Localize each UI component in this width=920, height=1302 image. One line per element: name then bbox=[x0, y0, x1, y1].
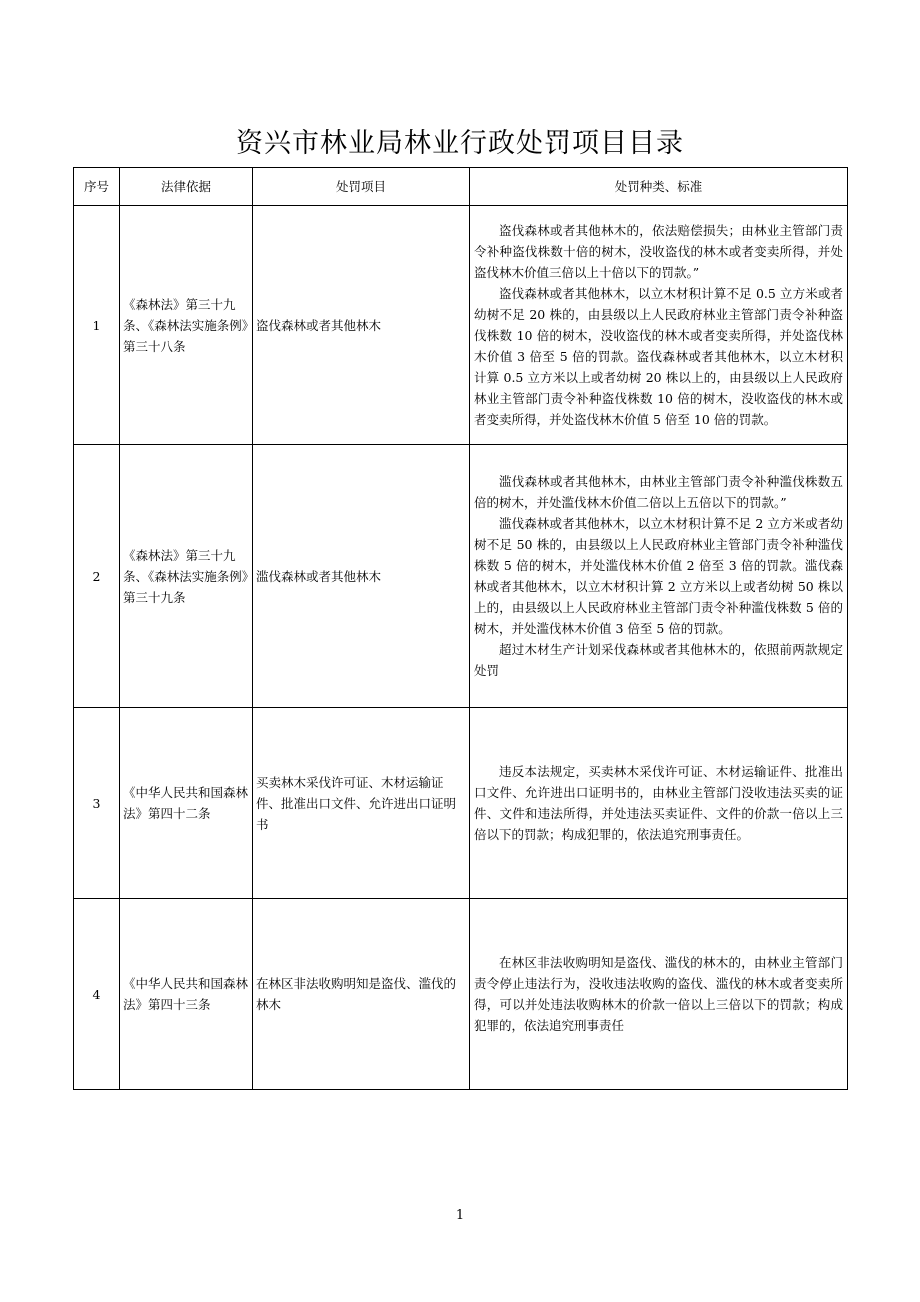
row-number: 4 bbox=[74, 899, 120, 1090]
penalty-standard bbox=[470, 708, 848, 899]
table-row bbox=[74, 206, 848, 445]
penalty-item: 盗伐森林或者其他林木 bbox=[253, 206, 470, 445]
table-row bbox=[74, 445, 848, 708]
header-law: 法律依据 bbox=[120, 168, 253, 206]
header-no: 序号 bbox=[74, 168, 120, 206]
legal-basis: 《中华人民共和国森林法》第四十三条 bbox=[120, 899, 253, 1090]
header-item: 处罚项目 bbox=[253, 168, 470, 206]
standard-paragraph: 盗伐森林或者其他林木，以立木材积计算不足 0.5 立方米或者幼树不足 20 株的，由县级以上人民政府林业主管部门责令补种盗伐株数 10 倍的树木，没收盗伐的林木或者变卖所得，并处盗伐林木价值 3 倍至 5 倍的罚款。盗伐森林或者其他林木，以立木材积计算 0.5 立方米以上或者幼树 20 株以上的，由县级以上人民政府林业主管部门责令补种盗伐株数 10 倍的树木，没收盗伐的林木或者变卖所得，并处盗伐林木价值 5 倍至 10 倍的罚款。 bbox=[474, 286, 843, 427]
standard-paragraph: 滥伐森林或者其他林木，以立木材积计算不足 2 立方米或者幼树不足 50 株的，由县级以上人民政府林业主管部门责令补种滥伐株数 5 倍的树木，并处滥伐林木价值 2 倍至 3 倍的罚款。滥伐森林或者其他林木，以立木材积计算 2 立方米以上或者幼树 50 株以上的，由县级以上人民政府林业主管部门责令补种滥伐株数 5 倍的树木，并处滥伐林木价值 3 倍至 5 倍的罚款。 bbox=[474, 516, 843, 636]
standard-paragraph: 在林区非法收购明知是盗伐、滥伐的林木的，由林业主管部门责令停止违法行为，没收违法收购的盗伐、滥伐的林木或者变卖所得，可以并处违法收购林木的价款一倍以上三倍以下的罚款；构成犯罪的，依法追究刑事责任 bbox=[474, 955, 843, 1033]
standard-paragraph: 超过木材生产计划采伐森林或者其他林木的，依照前两款规定处罚 bbox=[474, 642, 843, 678]
penalty-standard bbox=[470, 445, 848, 708]
page-title: 资兴市林业局林业行政处罚项目目录 bbox=[236, 128, 684, 159]
row-number: 3 bbox=[74, 708, 120, 899]
table-row bbox=[74, 899, 848, 1090]
header-standard: 处罚种类、标准 bbox=[470, 168, 848, 206]
standard-paragraph: 盗伐森林或者其他林木的，依法赔偿损失；由林业主管部门责令补种盗伐株数十倍的树木，没收盗伐的林木或者变卖所得，并处盗伐林木价值三倍以上十倍以下的罚款。” bbox=[474, 223, 843, 280]
standard-paragraph: 违反本法规定，买卖林木采伐许可证、木材运输证件、批准出口文件、允许进出口证明书的，由林业主管部门没收违法买卖的证件、文件和违法所得，并处违法买卖证件、文件的价款一倍以上三倍以下的罚款；构成犯罪的，依法追究刑事责任。 bbox=[474, 764, 843, 842]
legal-basis: 《森林法》第三十九条、《森林法实施条例》第三十九条 bbox=[120, 445, 253, 708]
legal-basis: 《中华人民共和国森林法》第四十二条 bbox=[120, 708, 253, 899]
penalty-item: 滥伐森林或者其他林木 bbox=[253, 445, 470, 708]
table-header-row bbox=[74, 168, 848, 206]
row-number: 1 bbox=[74, 206, 120, 445]
penalty-table bbox=[73, 167, 848, 1090]
page-number: 1 bbox=[455, 1208, 465, 1223]
row-number: 2 bbox=[74, 445, 120, 708]
standard-paragraph: 滥伐森林或者其他林木，由林业主管部门责令补种滥伐株数五倍的树木，并处滥伐林木价值二倍以上五倍以下的罚款。” bbox=[474, 474, 843, 510]
penalty-standard bbox=[470, 206, 848, 445]
table-row bbox=[74, 708, 848, 899]
legal-basis: 《森林法》第三十九条、《森林法实施条例》第三十八条 bbox=[120, 206, 253, 445]
penalty-item: 买卖林木采伐许可证、木材运输证件、批准出口文件、允许进出口证明书 bbox=[253, 708, 470, 899]
penalty-item: 在林区非法收购明知是盗伐、滥伐的林木 bbox=[253, 899, 470, 1090]
penalty-standard bbox=[470, 899, 848, 1090]
